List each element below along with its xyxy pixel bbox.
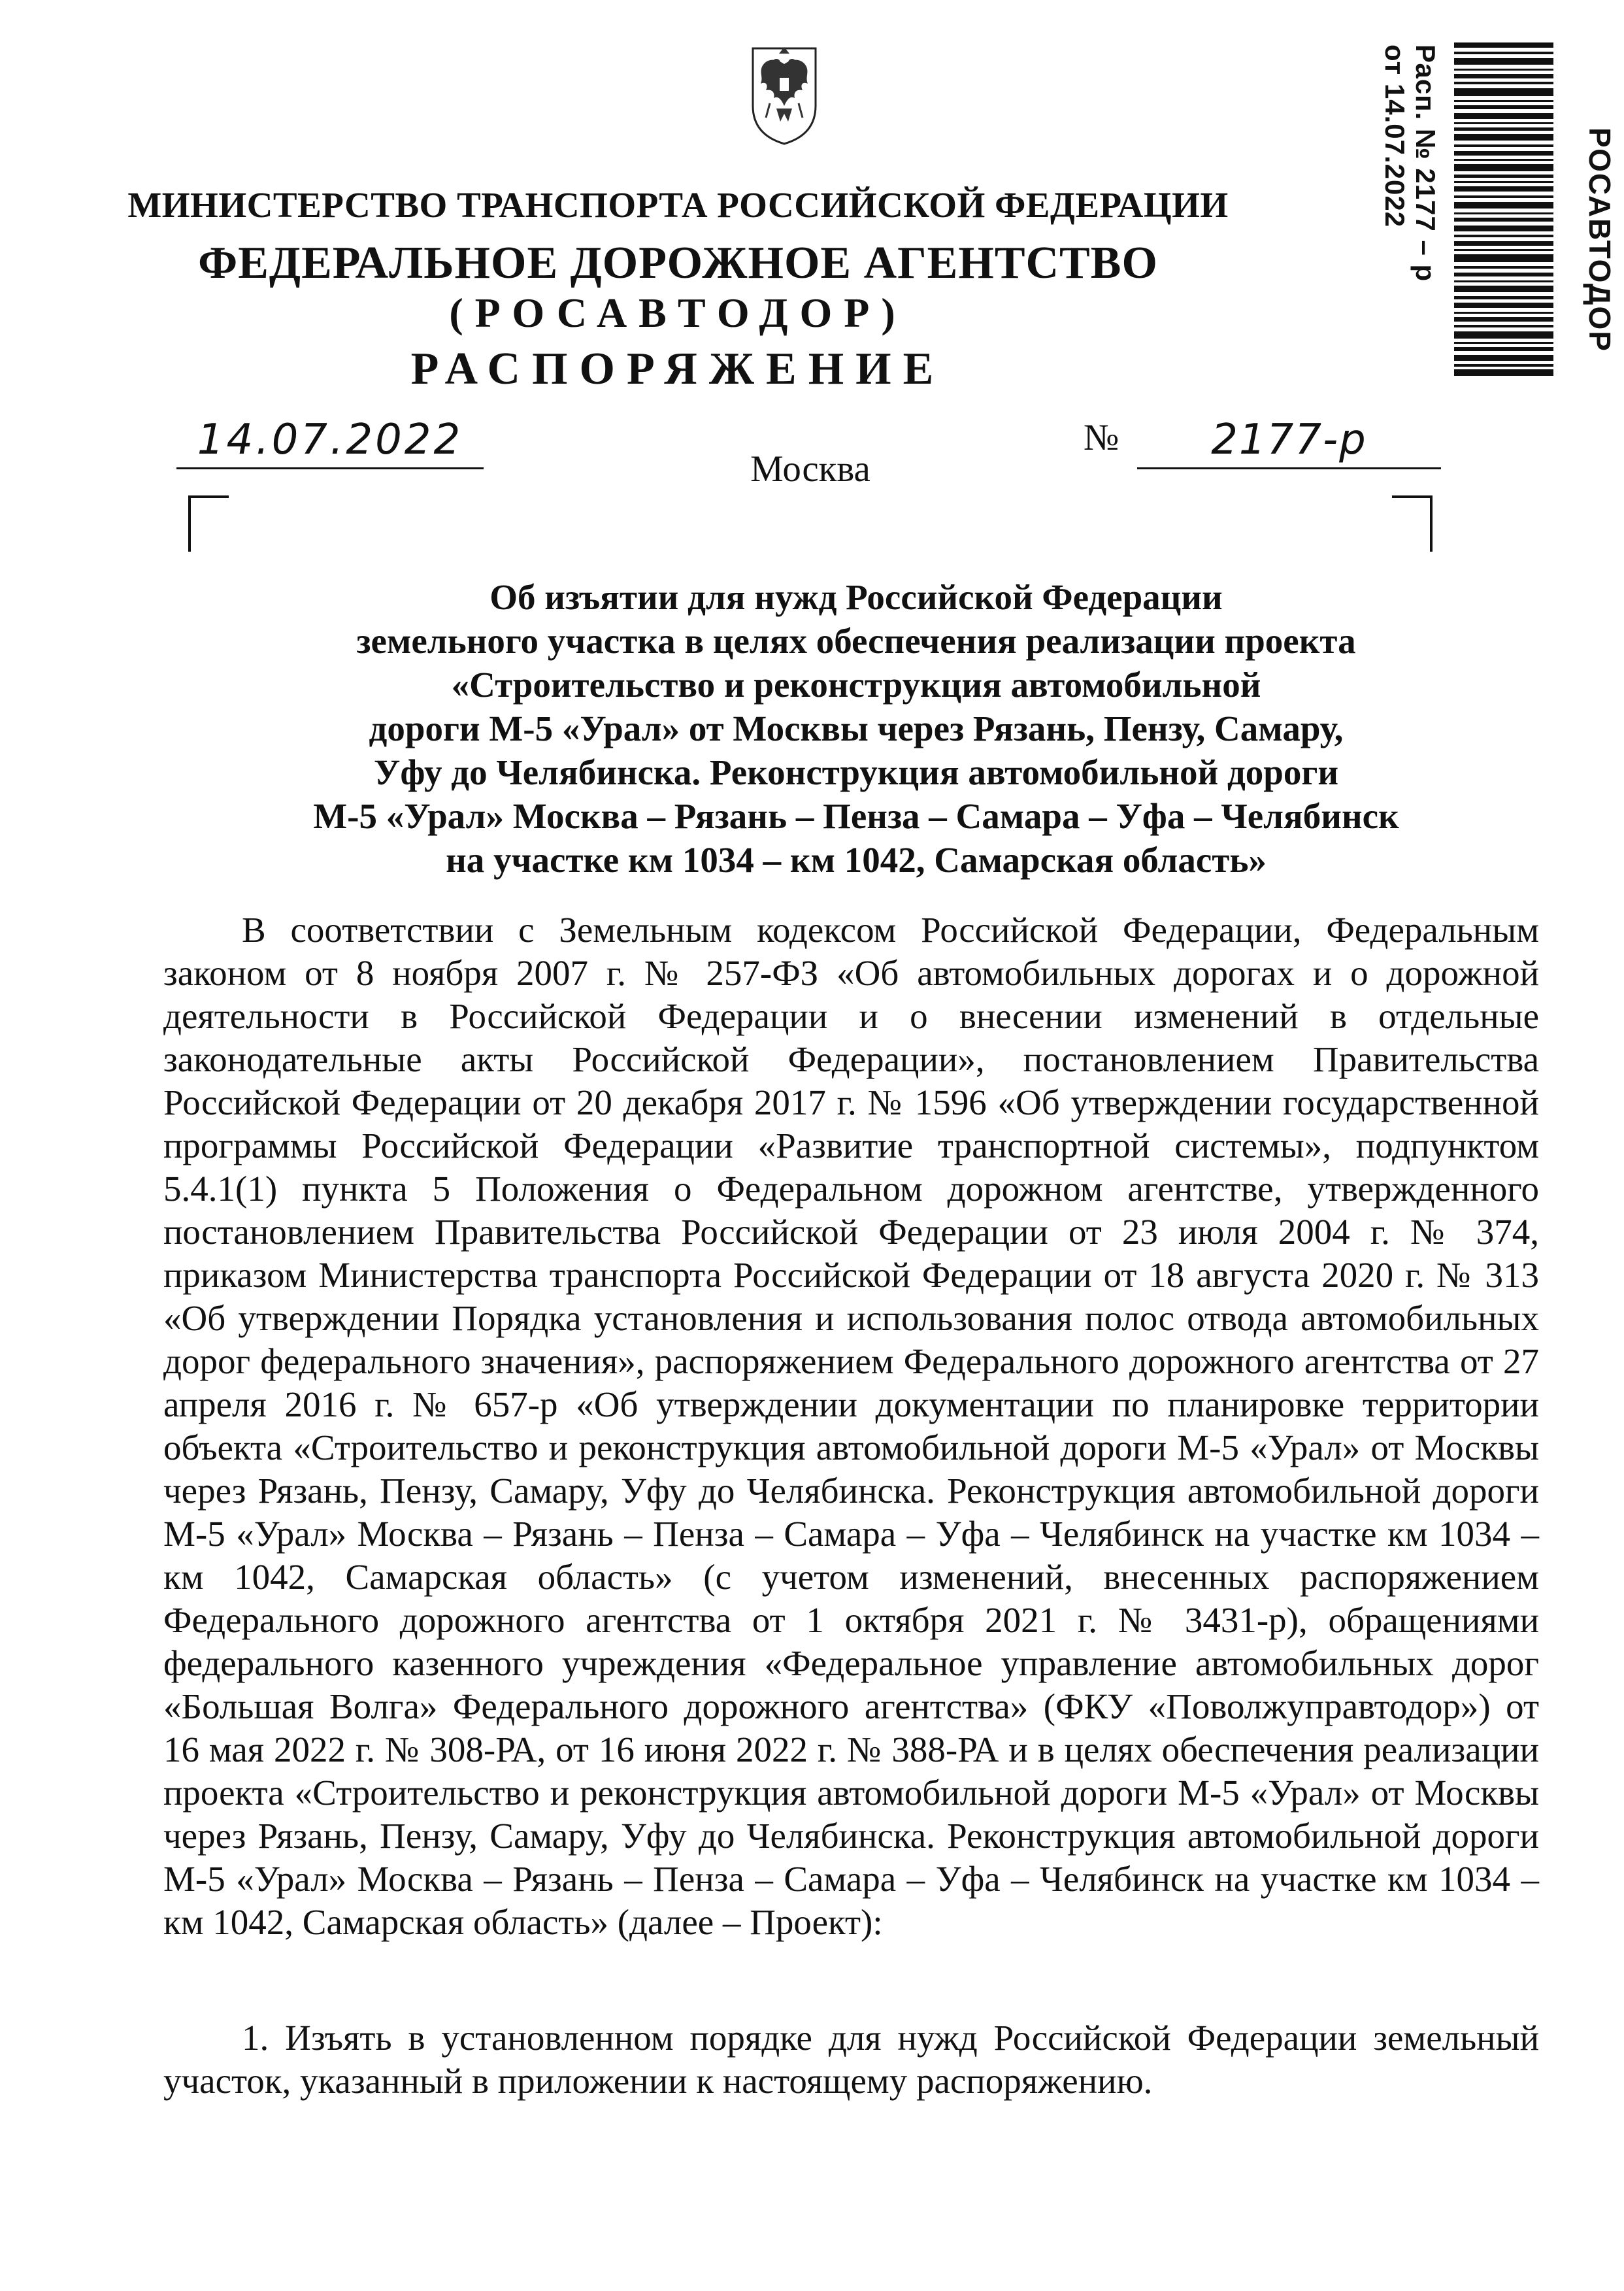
city-name: Москва [750,448,870,490]
stamp-reg-date: от 14.07.2022 [1380,44,1410,228]
document-type: РАСПОРЯЖЕНИЕ [410,344,946,394]
date-field [176,410,484,469]
title-line: М-5 «Урал» Москва – Рязань – Пенза – Самара – Уфа – Челябинск [313,796,1399,836]
title-line: на участке км 1034 – км 1042, Самарская область» [446,840,1267,880]
date-underline [176,467,484,469]
stamp-reg-number: Расп. № 2177 – р [1410,44,1441,282]
barcode-icon [1454,42,1553,376]
title-corner-left [188,495,229,552]
number-field [1137,410,1441,469]
number-underline [1137,467,1441,469]
title-line: дороги М-5 «Урал» от Москвы через Рязань, Пензу, Самару, [369,709,1344,748]
title-line: «Строительство и реконструкция автомобильной [451,665,1261,705]
number-label: № [1084,417,1119,458]
agency-abbreviation: (РОСАВТОДОР) [449,290,907,336]
paragraph-item-1: 1. Изъять в установленном порядке для нужд Российской Федерации земельный участок, указанный в приложении к настоящему распоряжению. [163,2018,1539,2101]
ministry-name: МИНИСТЕРСТВО ТРАНСПОРТА РОССИЙСКОЙ ФЕДЕРАЦИИ [127,185,1229,225]
title-corner-right [1392,495,1433,552]
title-line: Об изъятии для нужд Российской Федерации [489,577,1223,617]
stamp-organization: РОСАВТОДОР [1583,127,1617,352]
handwritten-number: 2177-р [1211,416,1367,464]
agency-name: ФЕДЕРАЛЬНОЕ ДОРОЖНОЕ АГЕНТСТВО [198,238,1158,288]
title-line: Уфу до Челябинска. Реконструкция автомобильной дороги [373,752,1339,792]
title-line: земельного участка в целях обеспечения реализации проекта [356,621,1356,661]
handwritten-date: 14.07.2022 [197,416,463,464]
coat-of-arms-emblem [744,38,825,146]
preamble-paragraph: В соответствии с Земельным кодексом Российской Федерации, Федеральным законом от 8 ноября 2007 г. № 257-ФЗ «Об автомобильных дорогах и о дорожной деятельности в Российской Федерации и о внесении изменений в отдельные законодательные акты Российской Федерации», постановлением Правительства Российской Федерации от 20 декабря 2017 г. № 1596 «Об утверждении государственной программы Российской Федерации «Развитие транспортной системы», подпунктом 5.4.1(1) пункта 5 Положения о Федеральном дорожном агентстве, утвержденного постановлением Правительства Российской Федерации от 23 июля 2004 г. № 374, приказом Министерства транспорта Российской Федерации от 18 августа 2020 г. № 313 «Об утверждении Порядка установления и использования полос отвода автомобильных дорог федерального значения», распоряжением Федерального дорожного агентства от 27 апреля 2016 г. № 657-р «Об утверждении документации по планировке территории объекта «Строительство и реконструкция автомобильной дороги М-5 «Урал» от Москвы через Рязань, Пензу, Самару, Уфу до Челябинска. Реконструкция автомобильной дороги М-5 «Урал» Москва – Рязань – Пенза – Самара – Уфа – Челябинск на участке км 1034 – км 1042, Самарская область» (с учетом изменений, внесенных распоряжением Федерального дорожного агентства от 1 октября 2021 г. № 3431-р), обращениями федерального казенного учреждения «Федеральное управление автомобильных дорог «Большая Волга» Федерального дорожного агентства» (ФКУ «Поволжуправтодор») от 16 мая 2022 г. № 308-РА, от 16 июня 2022 г. № 388-РА и в целях обеспечения реализации проекта «Строительство и реконструкция автомобильной дороги М-5 «Урал» от Москвы через Рязань, Пензу, Самару, Уфу до Челябинска. Реконструкция автомобильной дороги М-5 «Урал» Москва – Рязань – Пенза – Самара – Уфа – Челябинск на участке км 1034 – км 1042, Самарская область» (далее – Проект): [163,910,1539,1942]
document-title [248,575,1464,882]
